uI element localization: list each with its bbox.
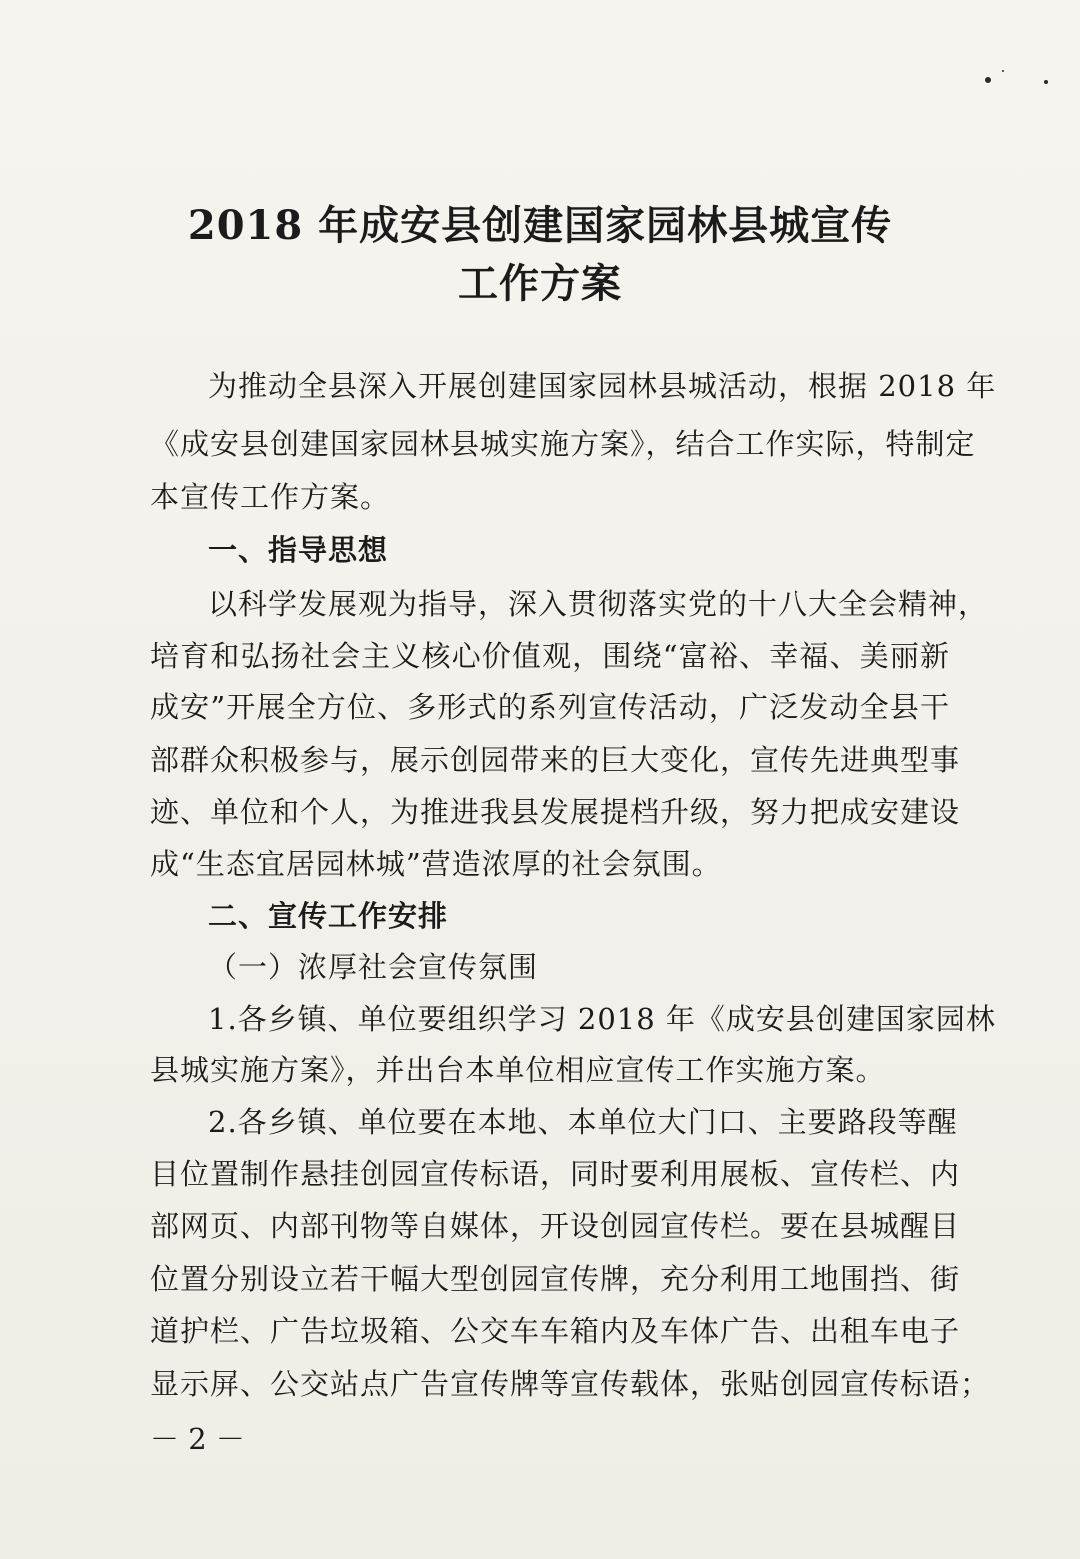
body-line: 1.各乡镇、单位要组织学习 2018 年《成安县创建国家园林 — [208, 1002, 996, 1036]
section-heading: 二、宣传工作安排 — [208, 899, 449, 933]
subsection-heading: （一）浓厚社会宣传氛围 — [208, 950, 539, 984]
body-line: 显示屏、公交站点广告宣传牌等宣传载体，张贴创园宣传标语； — [150, 1367, 991, 1401]
body-line: 本宣传工作方案。 — [150, 480, 391, 514]
body-line: 2.各乡镇、单位要在本地、本单位大门口、主要路段等醒 — [208, 1105, 958, 1139]
document-title-line-1: 2018 年成安县创建国家园林县城宣传 — [187, 202, 893, 249]
page-number: － 2 － — [150, 1422, 245, 1456]
document-title-line-2: 工作方案 — [458, 260, 622, 307]
body-line: 迹、单位和个人，为推进我县发展提档升级，努力把成安建设 — [150, 795, 961, 829]
section-heading: 一、指导思想 — [208, 533, 389, 567]
body-line: 道护栏、广告垃圾箱、公交车车箱内及车体广告、出租车电子 — [150, 1314, 961, 1348]
body-line: 以科学发展观为指导，深入贯彻落实党的十八大全会精神， — [208, 587, 989, 621]
body-line: 部网页、内部刊物等自媒体，开设创园宣传栏。要在县城醒目 — [150, 1209, 961, 1243]
body-line: 为推动全县深入开展创建国家园林县城活动，根据 2018 年 — [208, 369, 997, 403]
body-line: 部群众积极参与，展示创园带来的巨大变化，宣传先进典型事 — [150, 743, 961, 777]
body-line: 培育和弘扬社会主义核心价值观，围绕“富裕、幸福、美丽新 — [150, 639, 950, 673]
body-line: 目位置制作悬挂创园宣传标语，同时要利用展板、宣传栏、内 — [150, 1157, 961, 1191]
scan-speck — [1044, 80, 1048, 84]
body-line: 成“生态宜居园林城”营造浓厚的社会氛围。 — [150, 847, 722, 881]
scan-speck — [985, 77, 991, 83]
body-line: 位置分别设立若干幅大型创园宣传牌，充分利用工地围挡、街 — [150, 1262, 961, 1296]
body-line: 《成安县创建国家园林县城实施方案》，结合工作实际，特制定 — [150, 427, 976, 461]
scan-speck — [1002, 70, 1004, 72]
body-line: 县城实施方案》，并出台本单位相应宣传工作实施方案。 — [150, 1053, 886, 1087]
body-line: 成安”开展全方位、多形式的系列宣传活动，广泛发动全县干 — [150, 690, 950, 724]
